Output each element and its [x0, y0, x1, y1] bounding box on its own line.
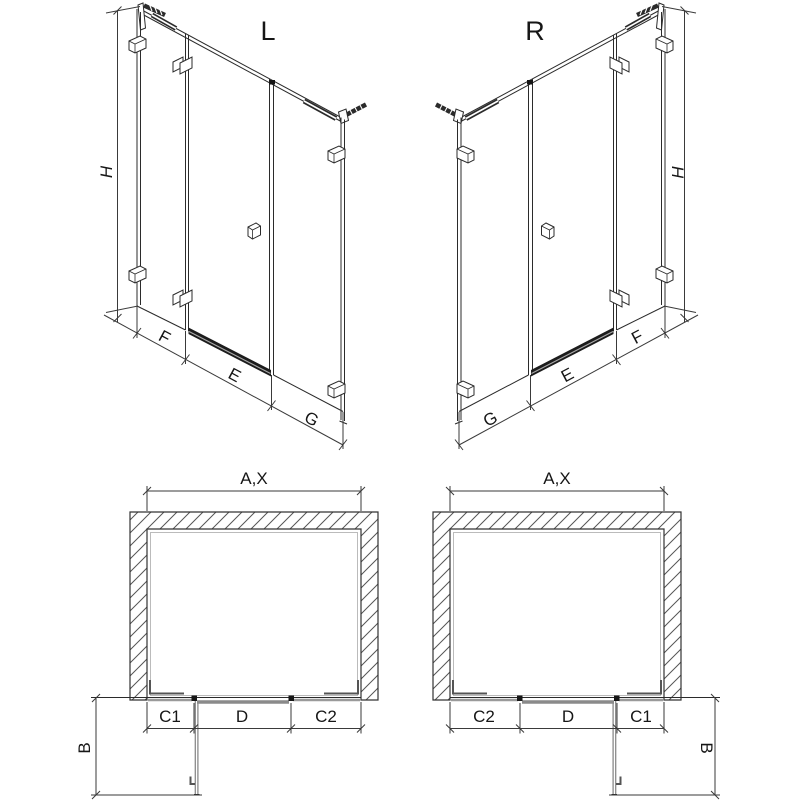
variant-label-left: L [260, 16, 276, 46]
plan-view-right [433, 486, 720, 799]
width-dim-label-right: A,X [543, 469, 571, 488]
dim-label-e-left: E [225, 364, 245, 387]
height-dim-label-left: H [97, 165, 116, 179]
dim-label-c1-right: C1 [630, 707, 652, 726]
variant-label-right: R [525, 16, 545, 46]
dim-label-f-right: F [628, 326, 647, 348]
dim-label-g-right: G [480, 407, 501, 431]
dim-label-c2-right: C2 [473, 707, 495, 726]
dim-label-e-right: E [557, 364, 577, 387]
dim-label-c2-left: C2 [315, 707, 337, 726]
dim-label-c1-left: C1 [159, 707, 181, 726]
depth-dim-label-right: B [697, 742, 716, 754]
depth-dim-label-left: B [75, 742, 94, 754]
plan-view-left [91, 486, 378, 799]
dim-label-d-right: D [561, 707, 575, 726]
dim-label-d-left: D [235, 707, 249, 726]
height-dim-label-right: H [668, 165, 687, 179]
dim-label-g-left: G [301, 407, 322, 431]
dim-label-f-left: F [155, 326, 174, 348]
width-dim-label-left: A,X [240, 469, 268, 488]
